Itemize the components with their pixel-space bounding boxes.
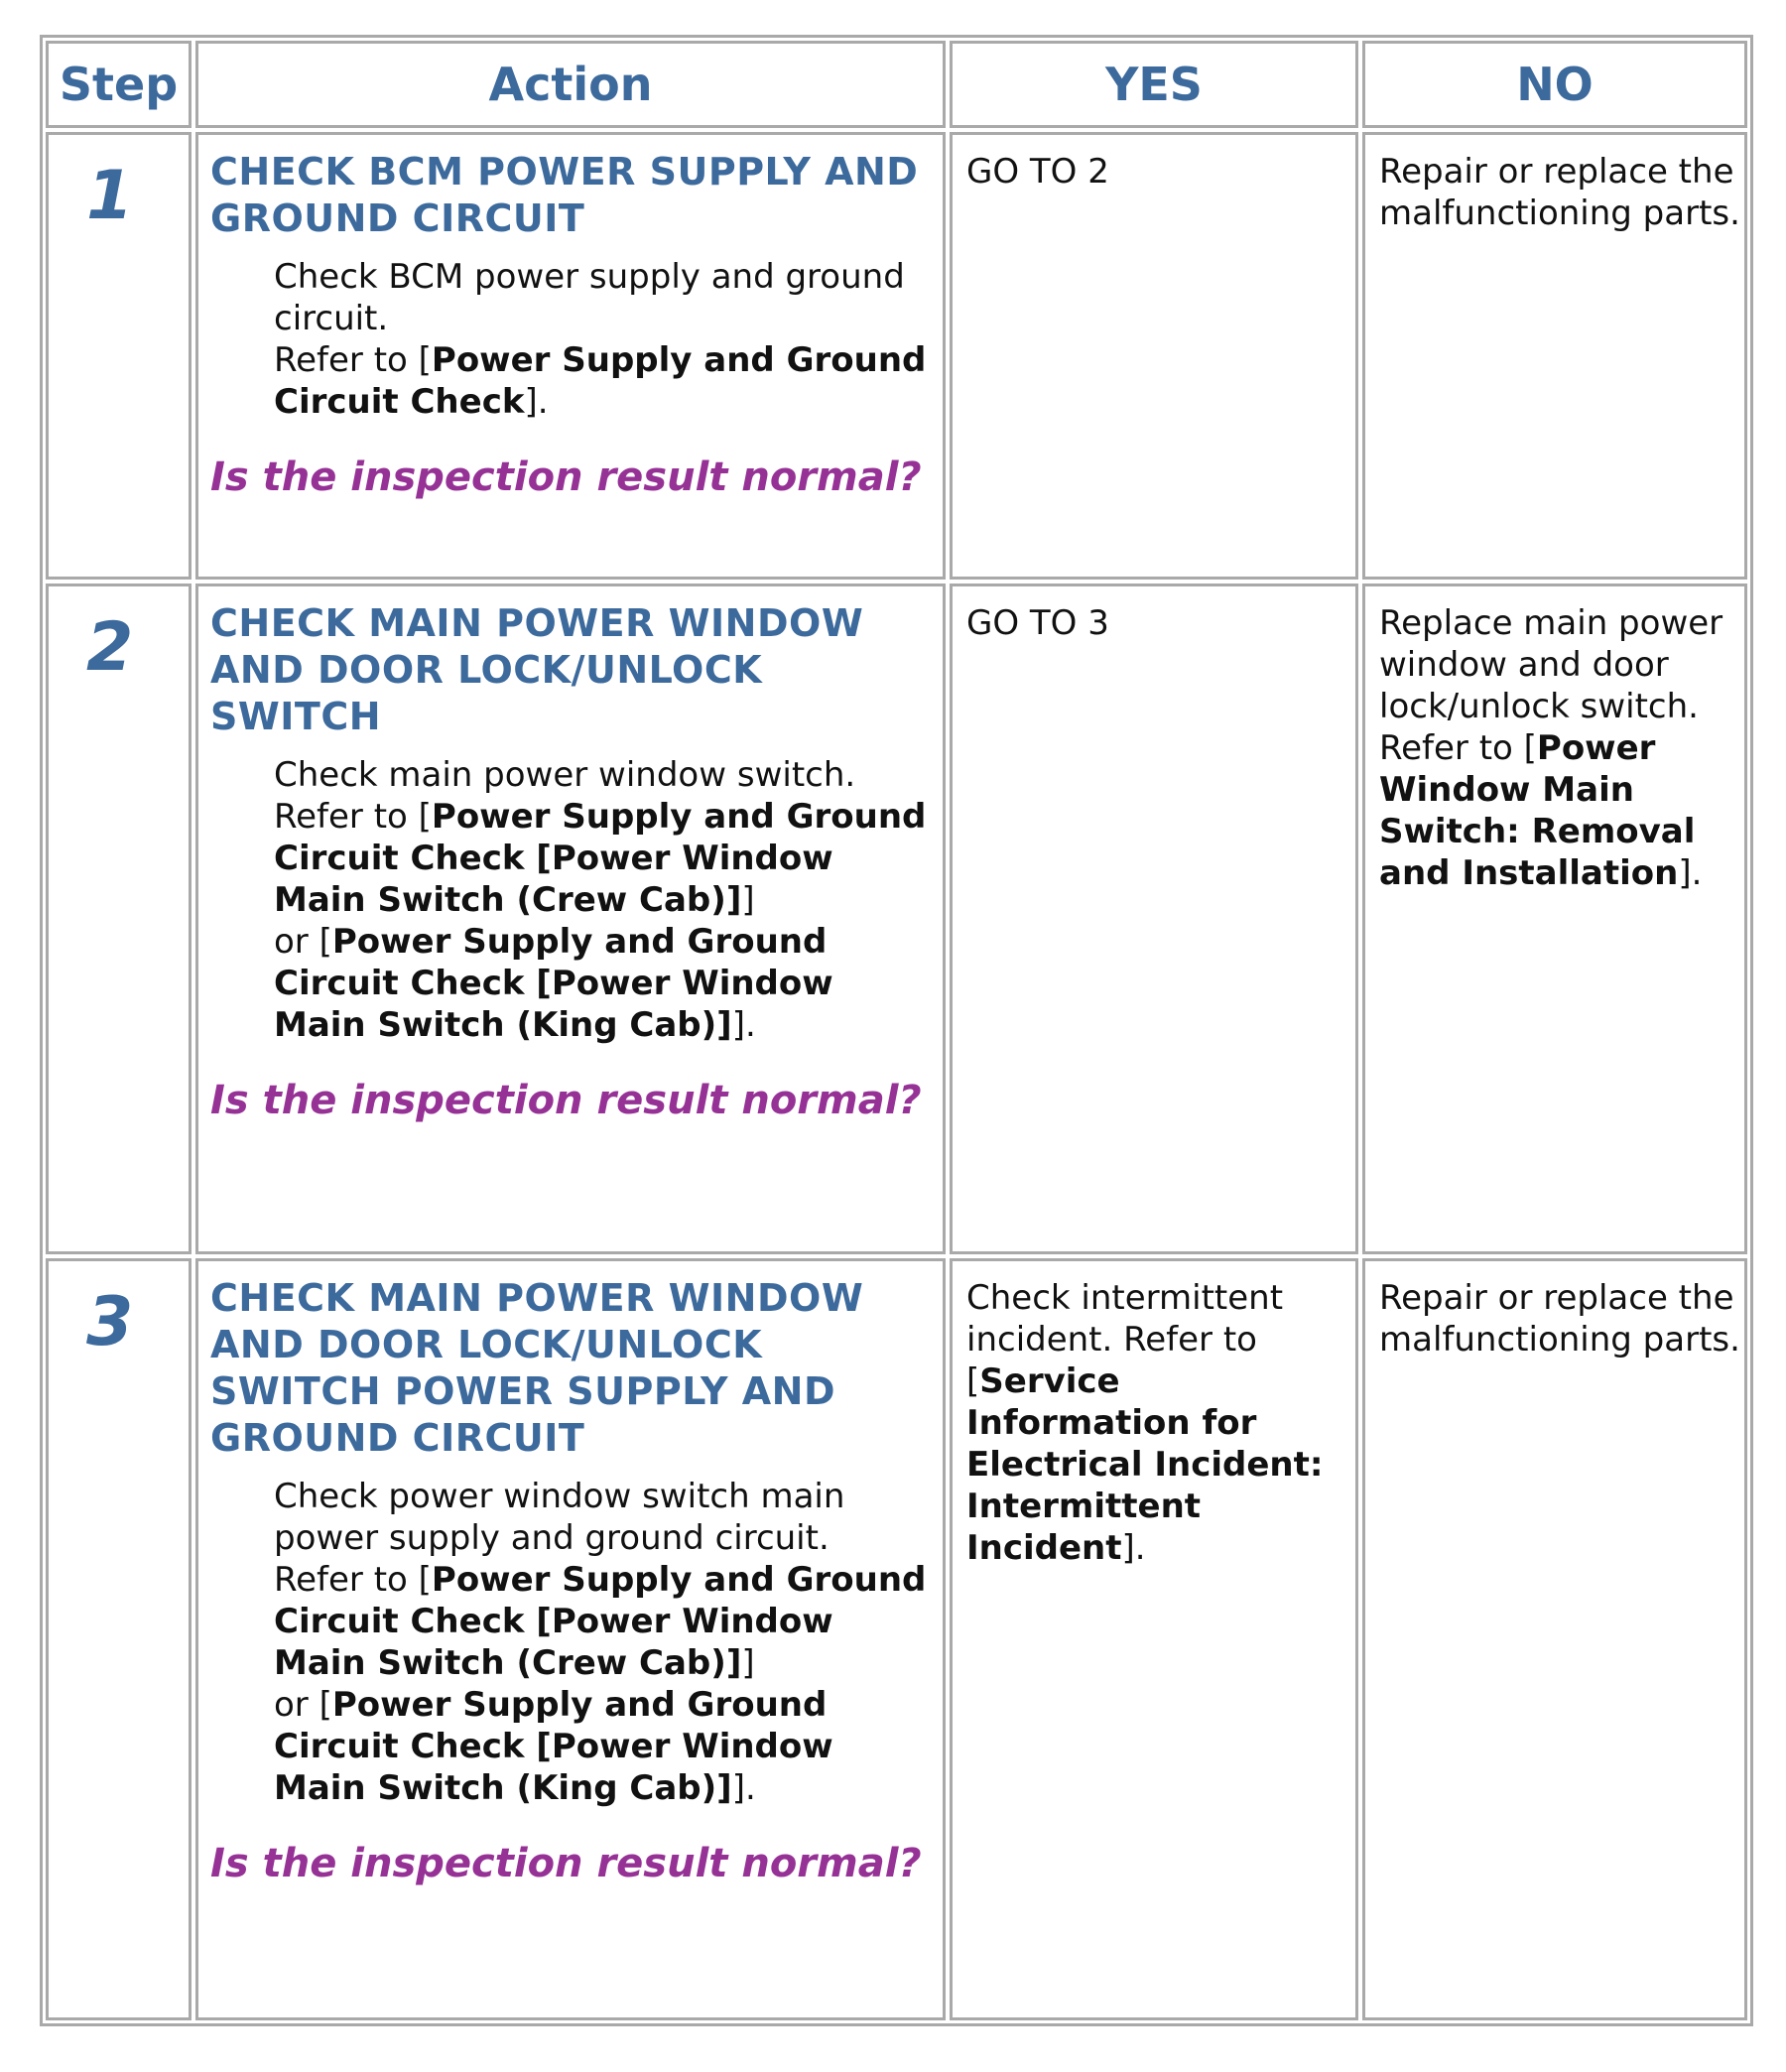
step-title: CHECK MAIN POWER WINDOW AND DOOR LOCK/UNLOCK SWITCH: [210, 601, 864, 738]
reference-link[interactable]: Power Supply and Ground Circuit Check [Power Window Main Switch (Crew Cab)]: [274, 1560, 927, 1683]
step-number: 1: [46, 132, 191, 580]
yes-cell: [950, 583, 1358, 1254]
step-description: Check main power window switch. Refer to [Power Supply and Ground Circuit Check [Power Window Main Switch (Crew Cab)]] or [Power Supply and Ground Circuit Check [Power Window Main Switch (King Cab)]].: [274, 755, 927, 1045]
step-title: CHECK BCM POWER SUPPLY AND GROUND CIRCUIT: [210, 150, 919, 240]
no-result: Repair or replace the malfunctioning parts.: [1379, 152, 1740, 233]
reference-link[interactable]: Service Information for Electrical Incident: Intermittent Incident: [966, 1361, 1324, 1568]
action-cell: [195, 583, 946, 1254]
header-no: NO: [1362, 41, 1747, 128]
no-result: Repair or replace the malfunctioning parts.: [1379, 1278, 1740, 1360]
header-step: Step: [46, 41, 191, 128]
no-cell: [1362, 132, 1747, 580]
action-cell: [195, 132, 946, 580]
reference-link[interactable]: Power Supply and Ground Circuit Check [Power Window Main Switch (King Cab)]: [274, 922, 833, 1045]
header-yes: YES: [950, 41, 1358, 128]
step-number: 3: [46, 1258, 191, 2020]
step-description: Check BCM power supply and ground circuit. Refer to [Power Supply and Ground Circuit Check].: [274, 257, 927, 422]
action-cell: [195, 1258, 946, 2020]
reference-link[interactable]: Power Window Main Switch: Removal and Installation: [1379, 728, 1696, 893]
no-cell: Replace main power window and door lock/unlock switch. Refer to [Power Window Main Switch: Removal and Installation].: [1362, 583, 1747, 1254]
reference-link[interactable]: Power Supply and Ground Circuit Check [Power Window Main Switch (King Cab)]: [274, 1685, 833, 1808]
inspection-question: Is the inspection result normal?: [210, 1841, 922, 1886]
step-title: CHECK MAIN POWER WINDOW AND DOOR LOCK/UNLOCK SWITCH POWER SUPPLY AND GROUND CIRCUIT: [210, 1276, 864, 1460]
yes-result: Check intermittent incident. Refer to: [966, 1278, 1284, 1360]
inspection-question: Is the inspection result normal?: [210, 454, 922, 500]
step-description: Check power window switch main power supply and ground circuit. Refer to [Power Supply and Ground Circuit Check [Power Window Main Switch (Crew Cab)]] or [Power Supply and Ground Circuit Check [Power Window Main Switch (King Cab)]].: [274, 1477, 927, 1808]
no-result: Replace main power window and door lock/unlock switch.: [1379, 603, 1723, 726]
inspection-question: Is the inspection result normal?: [210, 1078, 922, 1123]
yes-result: GO TO 2: [966, 152, 1109, 192]
yes-cell: [950, 132, 1358, 580]
yes-result: GO TO 3: [966, 603, 1109, 643]
no-cell: [1362, 1258, 1747, 2020]
header-action: Action: [195, 41, 946, 128]
step-number: 2: [46, 583, 191, 1254]
yes-cell: Check intermittent incident. Refer to [Service Information for Electrical Incident: Intermittent Incident].: [950, 1258, 1358, 2020]
reference-link[interactable]: Power Supply and Ground Circuit Check [Power Window Main Switch (Crew Cab)]: [274, 797, 927, 920]
reference-link[interactable]: Power Supply and Ground Circuit Check: [274, 340, 927, 422]
